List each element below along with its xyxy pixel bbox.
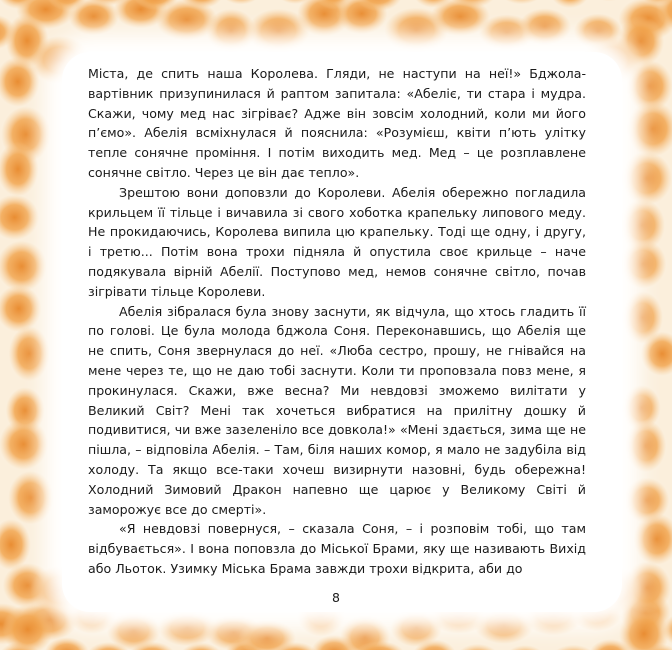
honeycomb-cell xyxy=(0,419,48,470)
paragraph: Абелія зібралася була знову заснути, як відчула, що хтось гладить її по голові. Це була молода бджола Соня. Переконавшись, що Абелія ще не спить, Соня звернулася до неї. «Люба сестро, прошу, не гнівайся на мене через те, що не даю тобі заснути. Коли ти проповзала повз мене, я прокинулася. Скажи, вже весна? Ми невдовзі зможемо вилітати у Великий Світ? Мені так хочеться вибратися на прилітну дошку й подивитися, чи вже зазеленіло все довкола!» «Мені здається, зима ще не пішла, – відповіла Абелія. – Там, біля наших комор, я мало не задубіла від холоду. Та якщо все-таки хочеш визирнути назовні, будь обережна! Холодний Зимовий Дракон напевно ще царює у Великому Світі й заморожує все до смерті». xyxy=(88,303,586,517)
page-number: 8 xyxy=(332,590,340,605)
honeycomb-cell xyxy=(619,239,666,288)
paragraph: Міста, де спить наша Королева. Гляди, не наступи на неї!» Бджола-вартівник призупинилася й раптом запитала: «Абеліє, ти стара і мудра. Скажи, чому мед нас зігріває? Адже він зовсім холодний, коли ми його п’ємо». Абелія всміхнулася й пояснила: «Розумієш, квіти п’ють улітку тепле сонячне проміння. І потім виходить мед. Мед – це розплавлене сонячне світло. Через це він дає тепло». xyxy=(88,66,586,180)
honeycomb-cell xyxy=(519,8,572,45)
story-text xyxy=(88,64,586,579)
honeycomb-cell xyxy=(621,152,672,205)
honeycomb-cell xyxy=(625,420,666,473)
honeycomb-cell xyxy=(8,471,53,524)
paragraph: «Я невдовзі повернуся, – сказала Соня, – і розповім тобі, що там відбувається». І вона поповзла до Міської Брами, яку ще називають Вихід або Льоток. Узимку Міська Брама завжди трохи відкрита, аби до xyxy=(88,521,586,576)
paragraph: Зрештою вони доповзли до Королеви. Абелія обережно погладила крильцем її тільце і вичавила зі свого хоботка крапельку липового меду. Не прокидаючись, Королева випила цю крапельку. Тоді ще одну, і другу, і третю... Потім вона трохи підняла й опустила своє крильце – наче подякувала вірній Абелії. Поступово мед, немов сонячне світло, почав зігрівати тільце Королеви. xyxy=(88,184,586,299)
honeycomb-cell xyxy=(9,326,50,381)
